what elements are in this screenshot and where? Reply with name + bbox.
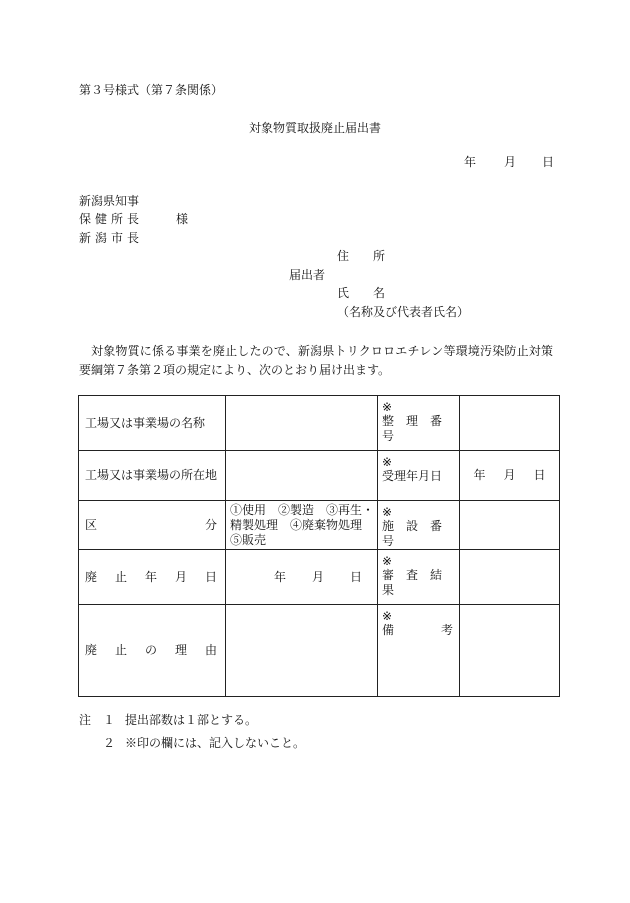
applicant-name-label: 氏 名 — [337, 286, 386, 300]
applicant-name-note: （名称及び代表者氏名） — [337, 305, 470, 319]
table-row — [79, 550, 560, 605]
note-item: 注 １ 提出部数は１部とする。 — [79, 713, 258, 727]
table-row — [79, 605, 560, 697]
submission-date — [464, 156, 554, 168]
date-month: 月 — [504, 155, 517, 169]
note-item: ２ ※印の欄には、記入しないこと。 — [103, 736, 306, 750]
document-title: 対象物質取扱廃止届出書 — [248, 121, 381, 135]
applicant-label: 届出者 — [289, 268, 326, 282]
abolition-date-label: 廃 止 年 月 日 — [79, 550, 226, 605]
facility-number-label: ※ 施 設 番 号 — [378, 501, 460, 550]
facility-number-field[interactable] — [460, 501, 560, 550]
factory-location-field[interactable] — [226, 451, 378, 501]
addressee-honorific: 様 — [176, 212, 189, 226]
remarks-label: ※ 備 考 — [378, 605, 460, 697]
addressee-mayor: 新潟市長 — [79, 231, 144, 245]
abolition-reason-field[interactable] — [226, 605, 378, 697]
office-use-mark: ※ — [382, 400, 393, 414]
reference-number-field[interactable] — [460, 396, 560, 451]
abolition-reason-label: 廃 止 の 理 由 — [79, 605, 226, 697]
factory-location-label: 工場又は事業場の所在地 — [79, 451, 226, 501]
reference-number-label: ※ 整 理 番 号 — [378, 396, 460, 451]
category-options[interactable]: ①使用 ②製造 ③再生・ 精製処理 ④廃棄物処理 ⑤販売 — [226, 501, 378, 550]
addressee-governor: 新潟県知事 — [79, 194, 140, 208]
table-row — [79, 451, 560, 501]
review-result-label: ※ 審 査 結 果 — [378, 550, 460, 605]
date-day: 日 — [542, 155, 555, 169]
applicant-address-label: 住 所 — [337, 249, 386, 263]
office-use-mark: ※ — [382, 554, 393, 568]
factory-name-field[interactable] — [226, 396, 378, 451]
addressee-health-center: 保健所長 — [79, 212, 144, 226]
office-use-mark: ※ — [382, 505, 393, 519]
receipt-date-field[interactable]: 年 月 日 — [460, 451, 560, 501]
abolition-date-field[interactable]: 年 月 日 — [226, 550, 378, 605]
notification-table — [78, 395, 560, 697]
table-row — [79, 396, 560, 451]
office-use-mark: ※ — [382, 455, 393, 469]
receipt-date-label: ※ 受理年月日 — [378, 451, 460, 501]
category-label: 区 分 — [79, 501, 226, 550]
remarks-field[interactable] — [460, 605, 560, 697]
factory-name-label: 工場又は事業場の名称 — [79, 396, 226, 451]
table-row — [79, 501, 560, 550]
notes-heading: 注 — [79, 713, 92, 727]
form-number: 第３号様式（第７条関係） — [79, 83, 224, 97]
review-result-field[interactable] — [460, 550, 560, 605]
office-use-mark: ※ — [382, 609, 393, 623]
body-text: 対象物質に係る事業を廃止したので、新潟県トリクロロエチレン等環境汚染防止対策要綱第７条第２項の規定により、次のとおり届け出ます。 — [79, 344, 553, 377]
date-year: 年 — [464, 155, 477, 169]
